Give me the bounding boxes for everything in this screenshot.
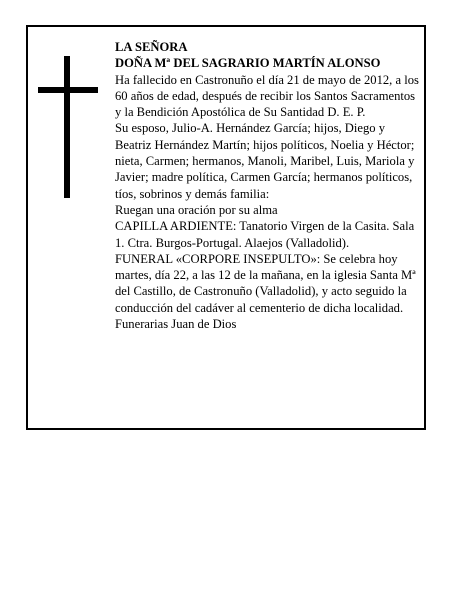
cross-horizontal-bar xyxy=(38,87,98,93)
prayer-request: Ruegan una oración por su alma xyxy=(115,202,278,217)
funeral-service-info: FUNERAL «CORPORE INSEPULTO»: Se celebra hoy martes, día 22, a las 12 de la mañana, en la iglesia Santa Mª del Castillo, de Castronuño (Valladolid), y acto seguido la conducción del cadáver al cementerio de dicha localidad. xyxy=(115,251,416,315)
funeral-home: Funerarias Juan de Dios xyxy=(115,317,237,332)
deceased-name: DOÑA Mª DEL SAGRARIO MARTÍN ALONSO xyxy=(115,56,381,71)
cross-icon xyxy=(38,56,98,198)
funeral-chapel-info: CAPILLA ARDIENTE: Tanatorio Virgen de la Casita. Sala 1. Ctra. Burgos-Portugal. Alaejos (Valladolid). xyxy=(115,219,415,250)
death-announcement: Ha fallecido en Castronuño el día 21 de mayo de 2012, a los 60 años de edad, después de recibir los Santos Sacramentos y la Bendición Apostólica de Su Santidad D. E. P. xyxy=(115,72,419,120)
obituary-text xyxy=(115,39,420,332)
cross-vertical-bar xyxy=(64,56,70,198)
family-list: Su esposo, Julio-A. Hernández García; hijos, Diego y Beatriz Hernández Martín; hijos políticos, Noelia y Héctor; nieta, Carmen; hermanos, Manoli, Maribel, Luis, Mariola y Javier; madre política, Carmen García; hermanos políticos, tíos, sobrinos y demás familia: xyxy=(115,121,415,201)
notice-title: LA SEÑORA xyxy=(115,40,188,54)
